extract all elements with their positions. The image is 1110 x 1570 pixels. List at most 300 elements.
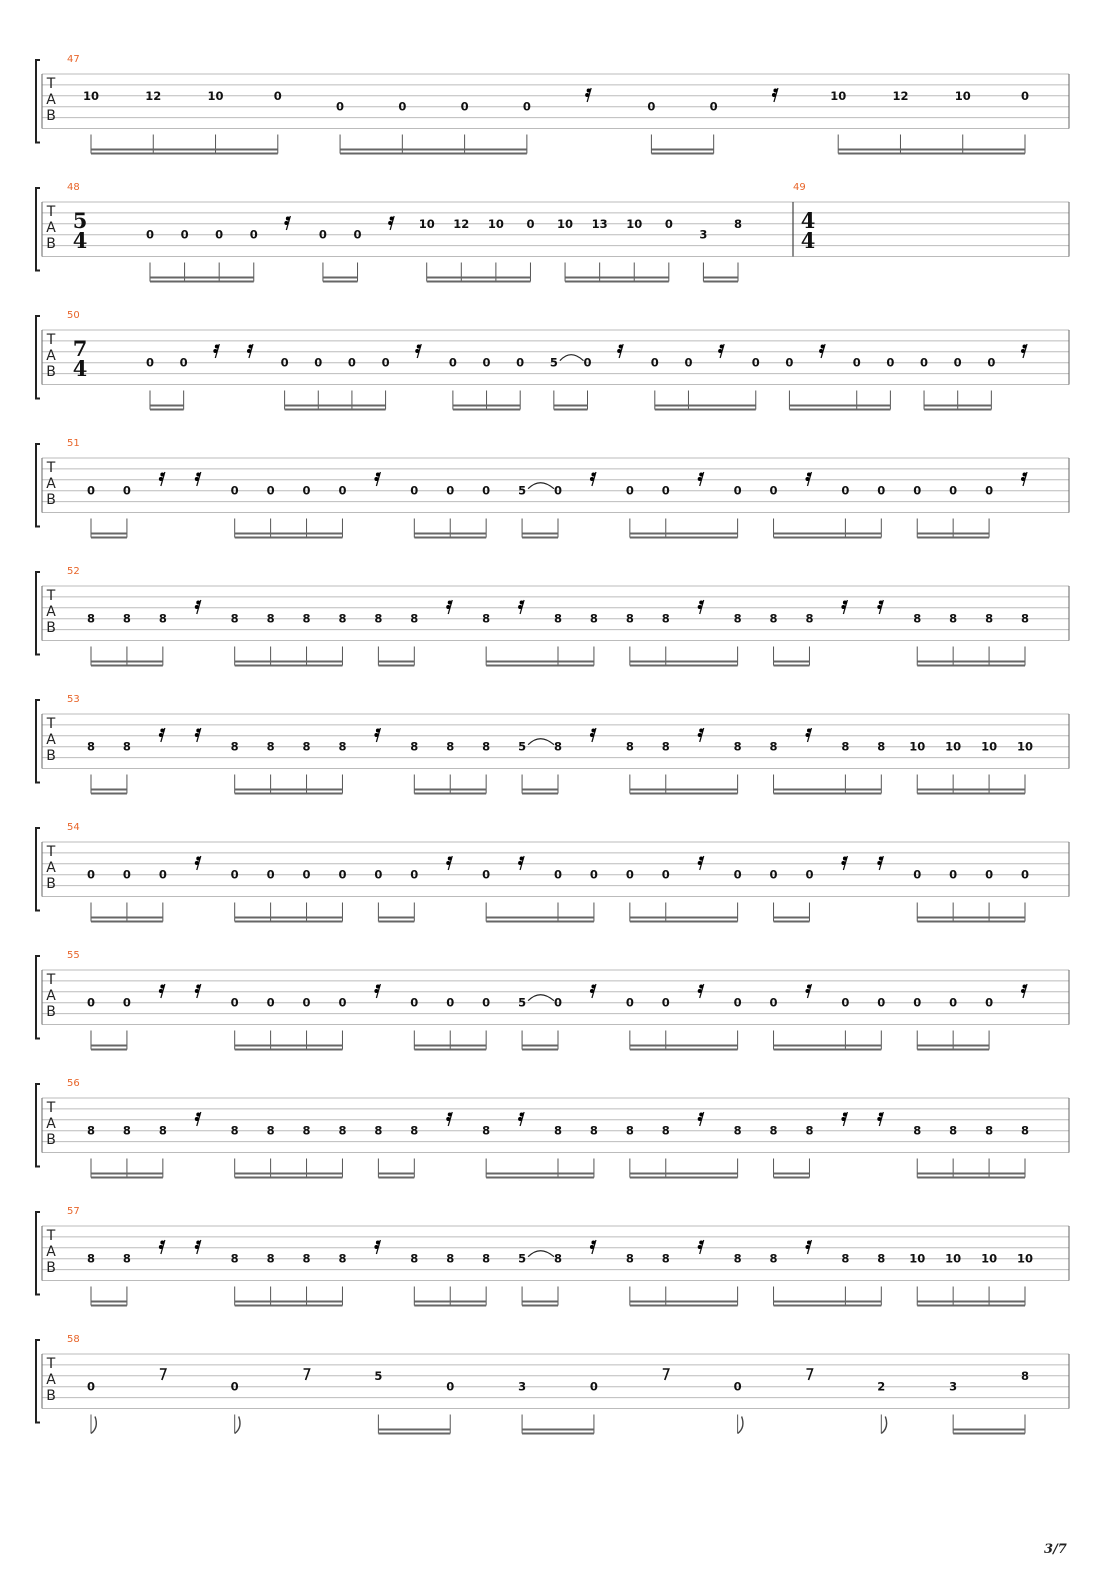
sixteenth-rest [841, 1112, 847, 1126]
fret-number: 0 [650, 355, 659, 370]
rest-dot [877, 1117, 881, 1121]
sixteenth-rest [698, 856, 704, 870]
rest-body [663, 1369, 669, 1380]
fret-number: 8 [410, 611, 419, 626]
fret-number: 0 [266, 867, 275, 882]
fret-number: 8 [877, 1251, 886, 1266]
sixteenth-rest [195, 1240, 201, 1254]
rest-dot [587, 89, 591, 93]
tab-clef-letter: A [46, 1244, 56, 1260]
fret-number: 3 [518, 1379, 527, 1394]
rest-dot [374, 1245, 378, 1249]
system-bracket [36, 316, 40, 399]
sixteenth-rest [159, 1240, 165, 1254]
rest-dot [841, 861, 845, 865]
fret-number: 0 [769, 867, 778, 882]
sixteenth-rest [590, 984, 596, 998]
rest-dot [446, 1117, 450, 1121]
fret-number: 0 [733, 867, 742, 882]
sixteenth-rest [195, 1112, 201, 1126]
sixteenth-rest [585, 88, 591, 102]
fret-number: 8 [661, 1123, 670, 1138]
rest-dot [807, 985, 811, 989]
fret-number: 8 [733, 739, 742, 754]
tab-clef-letter: B [46, 1004, 56, 1020]
fret-number: 3 [949, 1379, 958, 1394]
rest-dot [518, 861, 522, 865]
sixteenth-rest [374, 472, 380, 486]
fret-number: 8 [122, 611, 131, 626]
sixteenth-rest [195, 728, 201, 742]
system-bracket [36, 60, 40, 143]
fret-number: 8 [589, 611, 598, 626]
fret-number: 8 [733, 1251, 742, 1266]
tab-clef-letter: A [46, 92, 56, 108]
fret-number: 5 [374, 1368, 383, 1383]
fret-number: 0 [145, 355, 155, 370]
rest-dot [843, 1113, 847, 1117]
fret-number: 8 [769, 611, 778, 626]
fret-number: 0 [583, 355, 592, 370]
sixteenth-rest [590, 1240, 596, 1254]
fret-number: 8 [446, 1251, 455, 1266]
rest-body [160, 1369, 166, 1380]
tab-clef-letter: B [46, 236, 56, 252]
rest-dot [591, 729, 595, 733]
rest-dot [1021, 349, 1025, 353]
fret-number: 0 [751, 355, 760, 370]
fret-number: 0 [913, 995, 922, 1010]
note-flag [738, 1417, 743, 1434]
fret-number: 8 [661, 611, 670, 626]
fret-number: 0 [302, 867, 311, 882]
fret-number: 12 [453, 216, 470, 231]
rest-dot [195, 1117, 199, 1121]
tab-clef-letter: T [46, 460, 56, 476]
tab-clef-letter: A [46, 348, 56, 364]
fret-number: 8 [985, 1123, 994, 1138]
rest-dot [374, 477, 378, 481]
fret-number: 0 [336, 99, 345, 114]
rest-dot [841, 1117, 845, 1121]
tab-clef-letter: A [46, 476, 56, 492]
rest-dot [520, 1113, 524, 1117]
sixteenth-rest [841, 600, 847, 614]
rest-dot [698, 477, 702, 481]
fret-number: 0 [516, 355, 525, 370]
measure-number: 57 [67, 1206, 80, 1217]
fret-number: 0 [805, 867, 814, 882]
fret-number: 10 [487, 216, 504, 231]
rest-dot [805, 733, 809, 737]
sixteenth-rest [590, 472, 596, 486]
time-signature-denominator: 4 [72, 228, 88, 253]
rest-dot [843, 857, 847, 861]
fret-number: 0 [86, 1379, 96, 1394]
rest-dot [772, 93, 776, 97]
system-bracket [36, 1212, 40, 1295]
fret-number: 0 [625, 995, 634, 1010]
fret-number: 0 [953, 355, 962, 370]
rest-dot [1021, 989, 1025, 993]
fret-number: 8 [733, 216, 743, 231]
rest-dot [1023, 473, 1027, 477]
rest-dot [879, 601, 883, 605]
fret-number: 8 [913, 1123, 922, 1138]
fret-number: 8 [553, 611, 563, 626]
fret-number: 0 [314, 355, 323, 370]
sixteenth-rest [1021, 344, 1027, 358]
fret-number: 5 [518, 739, 527, 754]
rest-dot [196, 857, 200, 861]
sixteenth-rest [617, 344, 623, 358]
rest-dot [698, 989, 702, 993]
rest-dot [698, 1245, 702, 1249]
fret-number: 10 [945, 739, 962, 754]
fret-number: 0 [841, 483, 850, 498]
rest-dot [590, 477, 594, 481]
fret-number: 8 [482, 611, 491, 626]
sixteenth-rest [805, 472, 811, 486]
fret-number: 0 [410, 867, 419, 882]
note-flag [91, 1417, 96, 1434]
fret-number: 0 [230, 1379, 239, 1394]
sixteenth-rest [284, 216, 290, 230]
fret-number: 8 [266, 1123, 275, 1138]
fret-number: 8 [482, 1251, 491, 1266]
tie [528, 1251, 554, 1257]
time-signature-numerator: 5 [72, 208, 88, 233]
fret-number: 0 [913, 867, 922, 882]
rest-dot [520, 601, 524, 605]
fret-number: 8 [302, 1123, 311, 1138]
rest-dot [699, 729, 703, 733]
fret-number: 0 [625, 867, 634, 882]
rest-dot [248, 345, 252, 349]
fret-number: 8 [625, 611, 634, 626]
rest-dot [446, 605, 450, 609]
fret-number: 0 [949, 867, 958, 882]
tab-clef-letter: B [46, 876, 56, 892]
fret-number: 8 [1020, 611, 1030, 626]
fret-number: 0 [338, 867, 347, 882]
rest-dot [585, 93, 589, 97]
rest-dot [376, 985, 380, 989]
fret-number: 0 [785, 355, 794, 370]
tie [528, 739, 554, 745]
fret-number: 0 [733, 995, 742, 1010]
fret-number: 8 [661, 739, 670, 754]
tab-clef-letter: B [46, 1132, 56, 1148]
fret-number: 0 [446, 1379, 455, 1394]
tab-clef-letter: T [46, 1100, 56, 1116]
tab-clef-letter: A [46, 988, 56, 1004]
fret-number: 8 [841, 739, 850, 754]
measure-number: 48 [67, 182, 80, 193]
fret-number: 0 [877, 483, 886, 498]
sixteenth-rest [590, 728, 596, 742]
fret-number: 8 [230, 1123, 239, 1138]
tab-clef-letter: T [46, 332, 56, 348]
fret-number: 0 [526, 216, 535, 231]
sixteenth-rest [388, 216, 394, 230]
rest-dot [590, 1245, 594, 1249]
fret-number: 8 [1020, 1123, 1030, 1138]
fret-number: 0 [949, 995, 958, 1010]
rest-dot [698, 605, 702, 609]
tie [528, 995, 554, 1001]
fret-number: 0 [553, 867, 563, 882]
fret-number: 0 [553, 483, 563, 498]
rest-dot [195, 605, 199, 609]
tie [560, 355, 584, 361]
sixteenth-rest [213, 344, 219, 358]
tab-clef-letter: B [46, 620, 56, 636]
measure-number: 49 [793, 182, 806, 193]
fret-number: 5 [549, 355, 558, 370]
sixteenth-rest [841, 856, 847, 870]
rest-dot [698, 1117, 702, 1121]
rest-dot [877, 605, 881, 609]
fret-number: 8 [553, 1123, 563, 1138]
sixteenth-rest [698, 728, 704, 742]
measure-number: 52 [67, 566, 80, 577]
rest-dot [159, 989, 163, 993]
rest-dot [591, 1241, 595, 1245]
fret-number: 0 [877, 995, 886, 1010]
system-bracket [36, 700, 40, 783]
rest-dot [591, 473, 595, 477]
fret-number: 8 [841, 1251, 850, 1266]
tab-clef-letter: T [46, 1228, 56, 1244]
sixteenth-rest [446, 1112, 452, 1126]
fret-number: 0 [460, 99, 469, 114]
sixteenth-rest [877, 856, 883, 870]
rest-dot [617, 349, 621, 353]
fret-number: 0 [684, 355, 693, 370]
fret-number: 8 [446, 739, 455, 754]
fret-number: 8 [482, 739, 491, 754]
rest-dot [699, 1113, 703, 1117]
fret-number: 8 [302, 739, 311, 754]
sixteenth-rest [446, 856, 452, 870]
fret-number: 8 [482, 1123, 491, 1138]
rest-body [806, 1369, 812, 1380]
fret-number: 8 [769, 1251, 778, 1266]
fret-number: 0 [179, 355, 188, 370]
fret-number: 10 [557, 216, 574, 231]
fret-number: 0 [589, 1379, 598, 1394]
fret-number: 8 [230, 1251, 239, 1266]
fret-number: 8 [122, 1251, 131, 1266]
tab-clef-letter: B [46, 108, 56, 124]
fret-number: 2 [877, 1379, 886, 1394]
rest-dot [374, 733, 378, 737]
fret-number: 8 [230, 611, 239, 626]
rest-dot [196, 985, 200, 989]
rest-dot [286, 217, 290, 221]
fret-number: 10 [207, 88, 224, 103]
rest-dot [196, 729, 200, 733]
rest-dot [195, 1245, 199, 1249]
fret-number: 0 [215, 227, 224, 242]
sixteenth-rest [772, 88, 778, 102]
measure-number: 51 [67, 438, 80, 449]
fret-number: 8 [86, 611, 96, 626]
fret-number: 8 [338, 611, 347, 626]
fret-number: 0 [398, 99, 407, 114]
rest-dot [518, 1117, 522, 1121]
sixteenth-rest [1021, 472, 1027, 486]
rest-dot [879, 1113, 883, 1117]
measure-number: 47 [67, 54, 80, 65]
rest-dot [196, 601, 200, 605]
rest-dot [1021, 477, 1025, 481]
rest-dot [591, 985, 595, 989]
sixteenth-rest [195, 600, 201, 614]
rest-dot [376, 473, 380, 477]
rest-dot [518, 605, 522, 609]
fret-number: 0 [86, 867, 96, 882]
rest-dot [699, 985, 703, 989]
fret-number: 8 [302, 611, 311, 626]
fret-number: 5 [518, 1251, 527, 1266]
system-bracket [36, 828, 40, 911]
rest-dot [699, 601, 703, 605]
fret-number: 0 [482, 355, 491, 370]
fret-number: 8 [230, 739, 239, 754]
note-flag [235, 1417, 240, 1434]
fret-number: 0 [733, 1379, 742, 1394]
fret-number: 10 [954, 88, 971, 103]
sixteenth-rest [374, 984, 380, 998]
tab-clef-letter: A [46, 604, 56, 620]
fret-number: 0 [985, 483, 994, 498]
sixteenth-rest [877, 600, 883, 614]
fret-number: 0 [302, 483, 311, 498]
sixteenth-rest [698, 600, 704, 614]
fret-number: 0 [661, 995, 670, 1010]
rest-dot [390, 217, 394, 221]
rest-dot [698, 861, 702, 865]
tab-clef-letter: B [46, 364, 56, 380]
fret-number: 8 [86, 1251, 96, 1266]
fret-number: 8 [266, 1251, 275, 1266]
fret-number: 5 [518, 995, 527, 1010]
sixteenth-rest [698, 1112, 704, 1126]
rest-dot [805, 989, 809, 993]
fret-number: 8 [338, 1123, 347, 1138]
fret-number: 8 [805, 1123, 814, 1138]
fret-number: 8 [158, 1123, 167, 1138]
fret-number: 8 [1020, 1368, 1030, 1383]
fret-number: 0 [122, 995, 131, 1010]
fret-number: 0 [482, 995, 491, 1010]
sixteenth-rest [195, 984, 201, 998]
fret-number: 8 [625, 739, 634, 754]
rest-dot [807, 473, 811, 477]
rest-dot [417, 345, 421, 349]
rest-dot [374, 989, 378, 993]
fret-number: 12 [892, 88, 909, 103]
tab-clef-letter: A [46, 1116, 56, 1132]
fret-number: 0 [769, 483, 778, 498]
rest-dot [195, 989, 199, 993]
fret-number: 0 [374, 867, 383, 882]
sixteenth-rest [877, 1112, 883, 1126]
rest-dot [1023, 345, 1027, 349]
fret-number: 0 [338, 995, 347, 1010]
rest-dot [446, 861, 450, 865]
measure-number: 53 [67, 694, 80, 705]
fret-number: 0 [446, 483, 455, 498]
fret-number: 8 [877, 739, 886, 754]
fret-number: 0 [145, 227, 155, 242]
tab-clef-letter: A [46, 732, 56, 748]
rest-dot [160, 985, 164, 989]
fret-number: 10 [981, 739, 998, 754]
fret-number: 0 [949, 483, 958, 498]
sixteenth-rest [518, 856, 524, 870]
fret-number: 0 [448, 355, 457, 370]
fret-number: 0 [280, 355, 289, 370]
rest-dot [376, 729, 380, 733]
fret-number: 8 [661, 1251, 670, 1266]
eighth-rest [160, 1369, 166, 1380]
sixteenth-rest [446, 600, 452, 614]
rest-dot [448, 1113, 452, 1117]
rest-dot [159, 477, 163, 481]
fret-number: 8 [589, 1123, 598, 1138]
rest-dot [841, 605, 845, 609]
fret-number: 0 [1020, 88, 1030, 103]
fret-number: 10 [626, 216, 643, 231]
fret-number: 0 [122, 867, 131, 882]
eighth-rest [663, 1369, 669, 1380]
fret-number: 10 [1016, 1251, 1034, 1266]
tab-clef-letter: A [46, 860, 56, 876]
sixteenth-rest [195, 472, 201, 486]
tab-clef-letter: T [46, 844, 56, 860]
sixteenth-rest [518, 600, 524, 614]
fret-number: 8 [625, 1123, 634, 1138]
rest-dot [247, 349, 251, 353]
rest-dot [195, 733, 199, 737]
fret-number: 8 [410, 739, 419, 754]
rest-dot [213, 349, 217, 353]
fret-number: 8 [733, 1123, 742, 1138]
fret-number: 0 [1020, 867, 1030, 882]
fret-number: 0 [266, 483, 275, 498]
fret-number: 0 [841, 995, 850, 1010]
sixteenth-rest [374, 728, 380, 742]
rest-dot [879, 857, 883, 861]
fret-number: 10 [981, 1251, 998, 1266]
sixteenth-rest [718, 344, 724, 358]
eighth-rest [806, 1369, 812, 1380]
rest-body [304, 1369, 310, 1380]
fret-number: 0 [709, 99, 718, 114]
rest-dot [619, 345, 623, 349]
sixteenth-rest [159, 984, 165, 998]
tab-clef-letter: A [46, 1372, 56, 1388]
sixteenth-rest [1021, 984, 1027, 998]
fret-number: 0 [913, 483, 922, 498]
tab-clef-letter: T [46, 204, 56, 220]
system-bracket [36, 572, 40, 655]
rest-dot [1023, 985, 1027, 989]
fret-number: 8 [553, 1251, 563, 1266]
